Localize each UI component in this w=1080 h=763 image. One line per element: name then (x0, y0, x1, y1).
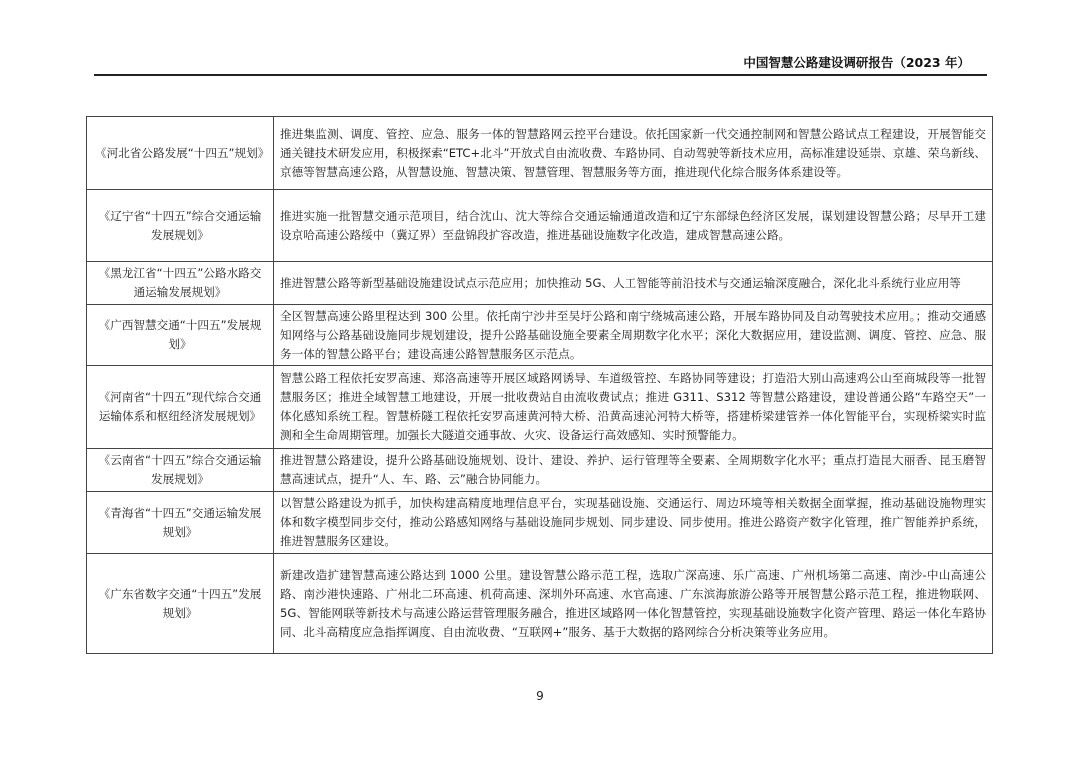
table-row (87, 449, 993, 492)
table-row (87, 190, 993, 262)
table-row (87, 305, 993, 366)
plan-name-cell: 《辽宁省“十四五”综合交通运输发展规划》 (87, 190, 274, 262)
table-row (87, 117, 993, 190)
table-row (87, 262, 993, 305)
report-header-title: 中国智慧公路建设调研报告（2023 年） (743, 55, 970, 70)
table-row (87, 366, 993, 449)
plan-description-cell: 新建改造扩建智慧高速公路达到 1000 公里。建设智慧公路示范工程，选取广深高速、乐广高速、广州机场第二高速、南沙-中山高速公路、南沙港快速路、广州北二环高速、机荷高速、深圳外环高速、水官高速、广东滨海旅游公路等开展智慧公路示范工程，推进物联网、5G、智能网联等新技术与高速公路运营管理服务融合，推进区域路网一体化智慧管控，实现基础设施数字化资产管理、路运一体化车路协同、北斗高精度应急指挥调度、自由流收费、“互联网+”服务、基于大数据的路网综合分析决策等业务应用。 (274, 554, 993, 654)
plan-name-cell: 《云南省“十四五”综合交通运输发展规划》 (87, 449, 274, 492)
plan-description-cell: 全区智慧高速公路里程达到 300 公里。依托南宁沙井至吴圩公路和南宁绕城高速公路，开展车路协同及自动驾驶技术应用。；推动交通感知网络与公路基础设施同步规划建设，提升公路基础设施全要素全周期数字化水平；深化大数据应用，建设监测、调度、管控、应急、服务一体的智慧公路平台；建设高速公路智慧服务区示范点。 (274, 305, 993, 366)
plan-name-cell: 《青海省“十四五”交通运输发展规划》 (87, 492, 274, 554)
plan-name-cell: 《广东省数字交通“十四五”发展规划》 (87, 554, 274, 654)
plan-name-cell: 《广西智慧交通“十四五”发展规划》 (87, 305, 274, 366)
page-number: 9 (536, 689, 544, 703)
plan-name-cell: 《河南省“十四五”现代综合交通运输体系和枢纽经济发展规划》 (87, 366, 274, 449)
table-row (87, 492, 993, 554)
plan-description-cell: 推进实施一批智慧交通示范项目，结合沈山、沈大等综合交通运输通道改造和辽宁东部绿色经济区发展，谋划建设智慧公路；尽早开工建设京哈高速公路绥中（冀辽界）至盘锦段扩容改造，推进基础设施数字化改造，建成智慧高速公路。 (274, 190, 993, 262)
plan-name-cell: 《河北省公路发展“十四五”规划》 (87, 117, 274, 190)
plan-description-cell: 以智慧公路建设为抓手，加快构建高精度地理信息平台，实现基础设施、交通运行、周边环境等相关数据全面掌握，推动基础设施物理实体和数字模型同步交付，推动公路感知网络与基础设施同步规划、同步建设、同步使用。推进公路资产数字化管理，推广智能养护系统，推进智慧服务区建设。 (274, 492, 993, 554)
plan-description-cell: 推进智慧公路等新型基础设施建设试点示范应用；加快推动 5G、人工智能等前沿技术与交通运输深度融合，深化北斗系统行业应用等 (274, 262, 993, 305)
plan-description-cell: 智慧公路工程依托安罗高速、郑洛高速等开展区域路网诱导、车道级管控、车路协同等建设；打造沿大别山高速鸡公山至商城段等一批智慧服务区；推进全域智慧工地建设，开展一批收费站自由流收费试点；推进 G311、S312 等智慧公路建设，建设普通公路“车路空天”一体化感知系统工程。智慧桥隧工程依托安罗高速黄河特大桥、沿黄高速沁河特大桥等，搭建桥梁建管养一体化智能平台，实现桥梁实时监测和全生命周期管理。加强长大隧道交通事故、火灾、设备运行高效感知、实时预警能力。 (274, 366, 993, 449)
plan-description-cell: 推进集监测、调度、管控、应急、服务一体的智慧路网云控平台建设。依托国家新一代交通控制网和智慧公路试点工程建设，开展智能交通关键技术研发应用，积极探索“ETC+北斗”开放式自由流收费、车路协同、自动驾驶等新技术应用，高标准建设延崇、京雄、荣乌新线、京德等智慧高速公路，从智慧设施、智慧决策、智慧管理、智慧服务等方面，推进现代化综合服务体系建设等。 (274, 117, 993, 190)
plan-description-cell: 推进智慧公路建设，提升公路基础设施规划、设计、建设、养护、运行管理等全要素、全周期数字化水平；重点打造昆大丽香、昆玉磨智慧高速试点，提升“人、车、路、云”融合协同能力。 (274, 449, 993, 492)
table-row (87, 554, 993, 654)
planning-table (86, 116, 993, 654)
plan-name-cell: 《黑龙江省“十四五”公路水路交通运输发展规划》 (87, 262, 274, 305)
header-divider (94, 74, 987, 76)
